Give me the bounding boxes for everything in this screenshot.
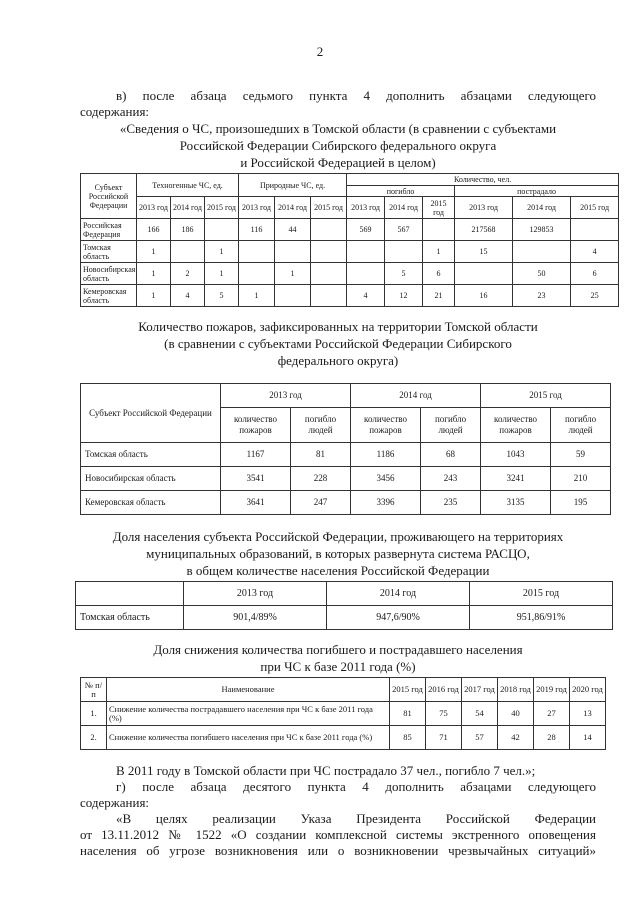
table1-title-line1: «Сведения о ЧС, произошедших в Томской области (в сравнении с субъектами: [119, 121, 557, 136]
table-cell: 569: [347, 219, 385, 241]
table3-body: [76, 606, 613, 630]
table-cell: [311, 219, 347, 241]
paragraph-v-line1: в) после абзаца седьмого пункта 4 дополнить абзацами следующего: [116, 88, 596, 103]
table-cell: 1167: [221, 443, 291, 467]
table-cell: 567: [385, 219, 423, 241]
table-cell: 68: [421, 443, 481, 467]
table1-header-tech: Техногенные ЧС, ед.: [137, 174, 239, 197]
table-row: [81, 443, 611, 467]
table-cell: [171, 241, 205, 263]
page-number: 2: [316, 44, 324, 59]
table-cell: 951,86/91%: [470, 606, 613, 630]
table-cell: 85: [390, 726, 426, 750]
table-cell: 75: [426, 702, 462, 726]
table-cell: 195: [551, 491, 611, 515]
reduction-table: [80, 677, 606, 750]
table-cell: 13: [570, 702, 606, 726]
table-cell: 12: [385, 285, 423, 307]
table-cell: 15: [455, 241, 513, 263]
table1-year: 2015 год: [205, 197, 239, 219]
table-row: [76, 606, 613, 630]
table3-year: 2015 год: [470, 582, 613, 606]
table-cell: [239, 263, 275, 285]
table-cell: 3541: [221, 467, 291, 491]
table2-sub-dead: погибло людей: [421, 408, 481, 443]
table-cell: 81: [390, 702, 426, 726]
table4-title-line1: Доля снижения количества погибшего и пострадавшего населения: [153, 642, 523, 657]
table1-header-injured: пострадало: [455, 186, 619, 197]
table4-year: 2019 год: [534, 678, 570, 702]
table-cell: [385, 241, 423, 263]
table4-year: 2015 год: [390, 678, 426, 702]
table-cell: 2: [171, 263, 205, 285]
table1-header-natural: Природные ЧС, ед.: [239, 174, 347, 197]
table-cell: 28: [534, 726, 570, 750]
table-cell: [275, 285, 311, 307]
table-cell: 1: [137, 285, 171, 307]
table-cell: 116: [239, 219, 275, 241]
table-cell: 186: [171, 219, 205, 241]
table-cell: [423, 219, 455, 241]
table-cell: 947,6/90%: [327, 606, 470, 630]
table-cell: 901,4/89%: [184, 606, 327, 630]
table-cell: 54: [462, 702, 498, 726]
table2-sub-fires: количество пожаров: [221, 408, 291, 443]
table1-year: 2014 год: [275, 197, 311, 219]
paragraph-g-line1: г) после абзаца десятого пункта 4 дополнить абзацами следующего: [116, 779, 596, 794]
table-cell: 50: [513, 263, 571, 285]
paragraph-last-line2: от 13.11.2012 № 1522 «О создании комплексной системы экстренного оповещения: [80, 827, 596, 842]
table4-body: [81, 702, 606, 750]
table1-year: 2014 год: [385, 197, 423, 219]
table2-sub-dead: погибло людей: [551, 408, 611, 443]
table1-year: 2013 год: [347, 197, 385, 219]
table-cell: 14: [570, 726, 606, 750]
row-label: Томская область: [81, 443, 221, 467]
table-cell: 1: [423, 241, 455, 263]
table-cell: [311, 263, 347, 285]
table3-title-line1: Доля населения субъекта Российской Федерации, проживающего на территориях: [112, 529, 564, 544]
table4-year: 2017 год: [462, 678, 498, 702]
table1-year: 2015 год: [571, 197, 619, 219]
table-row: [81, 702, 606, 726]
table3-title-line3: в общем количестве населения Российской Федерации: [186, 563, 490, 578]
table-cell: 129853: [513, 219, 571, 241]
table-cell: 1: [275, 263, 311, 285]
table-cell: 3135: [481, 491, 551, 515]
table-row: [81, 491, 611, 515]
table-row: [81, 726, 606, 750]
table-cell: 243: [421, 467, 481, 491]
table1-year: 2015 год: [423, 197, 455, 219]
table2-sub-fires: количество пожаров: [351, 408, 421, 443]
table-cell: 1: [239, 285, 275, 307]
paragraph-v-line2: содержания:: [80, 104, 150, 119]
table-cell: 1: [137, 241, 171, 263]
table-cell: 44: [275, 219, 311, 241]
table-cell: 3456: [351, 467, 421, 491]
table1-title-line3: и Российской Федерацией в целом): [240, 155, 436, 170]
table3-year: 2014 год: [327, 582, 470, 606]
table2-header-subject: Субъект Российской Федерации: [81, 384, 221, 443]
table1-year: 2013 год: [455, 197, 513, 219]
table-cell: 71: [426, 726, 462, 750]
table4-title-line2: при ЧС к базе 2011 года (%): [260, 659, 416, 674]
row-label: Томская область: [76, 606, 184, 630]
table4-header-num: № п/п: [81, 678, 107, 702]
table-cell: 6: [423, 263, 455, 285]
table-cell: [347, 241, 385, 263]
row-label: Кемеровская область: [81, 491, 221, 515]
table-cell: [571, 219, 619, 241]
table-cell: 27: [534, 702, 570, 726]
table-cell: 228: [291, 467, 351, 491]
emergencies-table: [80, 173, 619, 307]
table2-year: 2014 год: [351, 384, 481, 408]
table4-year: 2018 год: [498, 678, 534, 702]
table2-year: 2015 год: [481, 384, 611, 408]
table3-title-line2: муниципальных образований, в которых развернута система РАСЦО,: [146, 546, 530, 561]
table1-year: 2015 год: [311, 197, 347, 219]
table-cell: [275, 241, 311, 263]
row-number: 1.: [81, 702, 107, 726]
table1-header-count: Количество, чел.: [347, 174, 619, 186]
table-cell: 4: [571, 241, 619, 263]
row-label: Российская Федерация: [81, 219, 137, 241]
table2-sub-fires: количество пожаров: [481, 408, 551, 443]
rasco-table: [75, 581, 613, 630]
table2-body: [81, 443, 611, 515]
table1-year: 2014 год: [513, 197, 571, 219]
table-cell: 1043: [481, 443, 551, 467]
table1-body: [81, 219, 619, 307]
table-cell: 3641: [221, 491, 291, 515]
table-cell: 3396: [351, 491, 421, 515]
table2-title-line2: (в сравнении с субъектами Российской Федерации Сибирского: [164, 336, 512, 351]
table3-header-empty: [76, 582, 184, 606]
table1-header-dead: погибло: [347, 186, 455, 197]
table-cell: [239, 241, 275, 263]
table-cell: 4: [347, 285, 385, 307]
table-cell: 16: [455, 285, 513, 307]
table-cell: 1: [205, 263, 239, 285]
row-label: Новосибирская область: [81, 467, 221, 491]
table-cell: 42: [498, 726, 534, 750]
table2-year: 2013 год: [221, 384, 351, 408]
row-number: 2.: [81, 726, 107, 750]
table-cell: [455, 263, 513, 285]
table2-title-line1: Количество пожаров, зафиксированных на территории Томской области: [138, 319, 538, 334]
table-cell: 57: [462, 726, 498, 750]
row-label: Новосибирская область: [81, 263, 137, 285]
table-row: [81, 263, 619, 285]
table-cell: 5: [385, 263, 423, 285]
table-cell: 25: [571, 285, 619, 307]
table-row: [81, 467, 611, 491]
table-row: [81, 241, 619, 263]
table-cell: 166: [137, 219, 171, 241]
table-cell: [513, 241, 571, 263]
row-label: Снижение количества пострадавшего населения при ЧС к базе 2011 года (%): [107, 702, 390, 726]
table4-header-name: Наименование: [107, 678, 390, 702]
row-label: Кемеровская область: [81, 285, 137, 307]
table3-year: 2013 год: [184, 582, 327, 606]
fires-table: [80, 383, 611, 515]
closing-line: В 2011 году в Томской области при ЧС пострадало 37 чел., погибло 7 чел.»;: [116, 763, 536, 778]
table1-header-subject: Субъект Российской Федерации: [81, 174, 137, 219]
table-cell: 40: [498, 702, 534, 726]
row-label: Снижение количества погибшего населения при ЧС к базе 2011 года (%): [107, 726, 390, 750]
table-cell: 235: [421, 491, 481, 515]
paragraph-last-line3: населения об угрозе возникновения или о возникновении чрезвычайных ситуаций»: [80, 843, 596, 858]
table1-year: 2013 год: [239, 197, 275, 219]
table-cell: 217568: [455, 219, 513, 241]
table-cell: 247: [291, 491, 351, 515]
table-cell: 6: [571, 263, 619, 285]
table-cell: 5: [205, 285, 239, 307]
table1-title-line2: Российской Федерации Сибирского федерального округа: [179, 138, 497, 153]
table-row: [81, 219, 619, 241]
row-label: Томская область: [81, 241, 137, 263]
table-cell: 81: [291, 443, 351, 467]
paragraph-last-line1: «В целях реализации Указа Президента Российской Федерации: [116, 811, 596, 826]
table4-year: 2020 год: [570, 678, 606, 702]
table2-title-line3: федерального округа): [277, 353, 399, 368]
table1-year: 2014 год: [171, 197, 205, 219]
table-cell: 3241: [481, 467, 551, 491]
table-cell: 4: [171, 285, 205, 307]
table-cell: [205, 219, 239, 241]
table-cell: 1186: [351, 443, 421, 467]
table1-year: 2013 год: [137, 197, 171, 219]
table-cell: [311, 285, 347, 307]
table2-sub-dead: погибло людей: [291, 408, 351, 443]
table-row: [81, 285, 619, 307]
paragraph-g-line2: содержания:: [80, 795, 150, 810]
table-cell: 21: [423, 285, 455, 307]
table-cell: 210: [551, 467, 611, 491]
table4-year: 2016 год: [426, 678, 462, 702]
table-cell: [347, 263, 385, 285]
table-cell: 1: [205, 241, 239, 263]
table-cell: 23: [513, 285, 571, 307]
table-cell: [311, 241, 347, 263]
table-cell: 1: [137, 263, 171, 285]
table-cell: 59: [551, 443, 611, 467]
